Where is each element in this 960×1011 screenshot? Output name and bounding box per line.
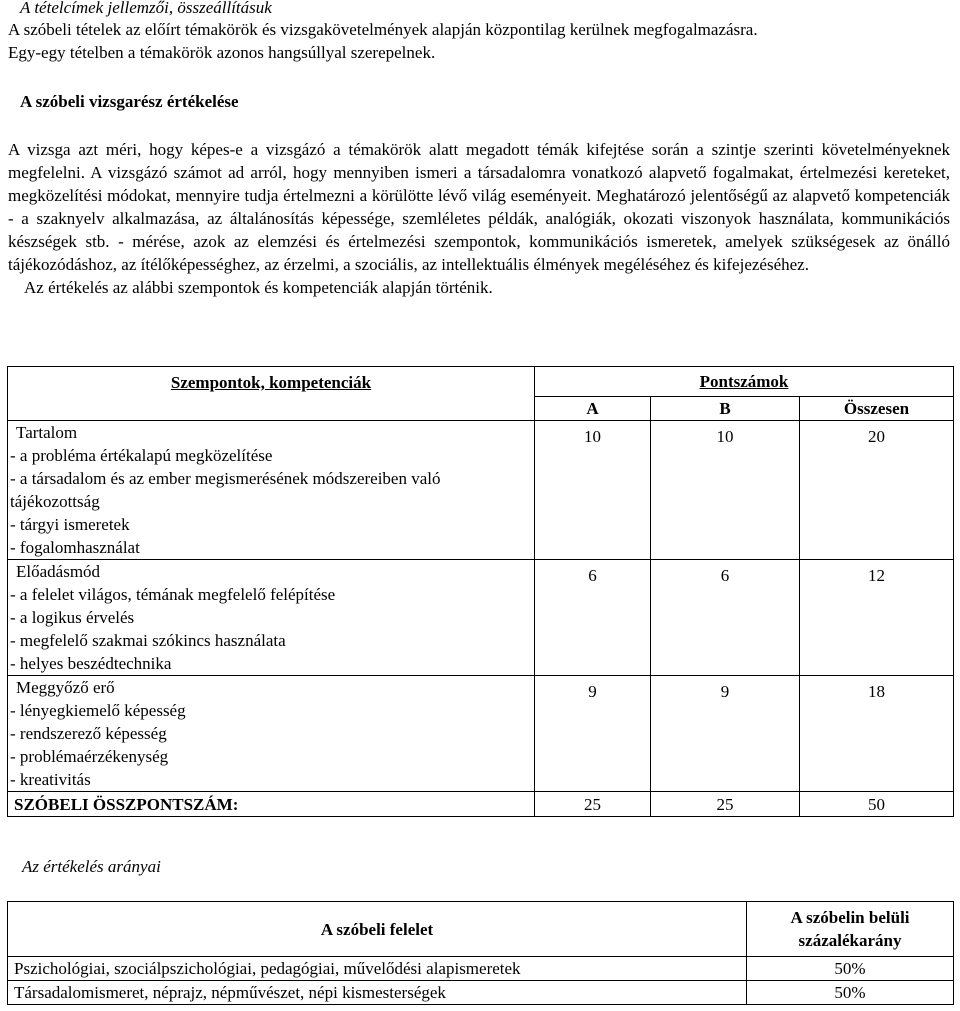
criteria-item: - megfelelő szakmai szókincs használata — [10, 631, 286, 650]
paragraph-body: A vizsga azt méri, hogy képes-e a vizsgázó a témakörök alatt megadott témák kifejtése során a szintje szerinti követelményeknek megfelelni. A vizsgázó számot ad arról, hogy mennyiben ismeri a társadalomra vonatkozó alapvető fogalmakat, értelmezési kereteket, megközelítési módokat, mennyire tudja értelmezni a körülötte lévő világ eseményeit. Meghatározó jelentőségű az alapvető kompetenciák - a szaknyelv alkalmazása, az általánosítás képessége, szemléletes példák, analógiák, okozati viszonyok használata, kommunikációs készségek stb. - mérése, azok az elemzési és értelmezési szempontok, kommunikációs ismeretek, amelyek szükségesek az önálló tájékozódáshoz, az ítélőképességhez, az érzelmi, a szociális, az intellektuális élmények megéléséhez és kifejezéséhez. — [8, 140, 950, 274]
header-b: B — [651, 397, 800, 421]
criteria-item: - a probléma értékalapú megközelítése — [10, 446, 273, 465]
score-b: 9 — [651, 676, 800, 792]
ratio-title: Az értékelés arányai — [22, 857, 161, 876]
score-total: 12 — [800, 560, 954, 676]
criteria-item: - lényegkiemelő képesség — [10, 701, 186, 720]
heading-title-compilation: A tételcímek jellemzői, összeállításuk — [20, 0, 272, 17]
header-a: A — [535, 397, 651, 421]
header-points: Pontszámok — [535, 367, 954, 397]
ratio-label: Társadalomismeret, néprajz, népművészet, népi kismesterségek — [8, 981, 747, 1005]
score-b: 6 — [651, 560, 800, 676]
criteria-cell — [8, 421, 535, 560]
sum-a: 25 — [535, 792, 651, 817]
intro-line: Egy-egy tételben a témakörök azonos hangsúllyal szerepelnek. — [8, 43, 436, 62]
score-a: 6 — [535, 560, 651, 676]
criteria-item: - problémaérzékenység — [10, 747, 169, 766]
ratio-row — [8, 957, 954, 981]
section-title: A szóbeli vizsgarész értékelése — [20, 92, 239, 111]
paragraph-last-line: Az értékelés az alábbi szempontok és kompetenciák alapján történik. — [24, 278, 493, 297]
criteria-item: - a felelet világos, témának megfelelő felépítése — [10, 585, 336, 604]
criteria-item: - helyes beszédtechnika — [10, 654, 172, 673]
ratio-percent: 50% — [747, 981, 954, 1005]
header-criteria: Szempontok, kompetenciák — [8, 367, 535, 421]
scoring-header-row — [8, 367, 954, 397]
criteria-title: Tartalom — [16, 423, 78, 442]
ratio-header-percent: A szóbelin belüli százalékarány — [747, 902, 954, 957]
criteria-item: - fogalomhasználat — [10, 538, 140, 557]
score-total: 18 — [800, 676, 954, 792]
ratio-row — [8, 981, 954, 1005]
criteria-item: - a logikus érvelés — [10, 608, 135, 627]
criteria-item: - tárgyi ismeretek — [10, 515, 130, 534]
criteria-title: Előadásmód — [16, 562, 101, 581]
scoring-row — [8, 421, 954, 560]
scoring-row — [8, 560, 954, 676]
criteria-cell — [8, 676, 535, 792]
ratio-percent: 50% — [747, 957, 954, 981]
scoring-row — [8, 676, 954, 792]
ratio-header-answer: A szóbeli felelet — [8, 902, 747, 957]
ratio-table — [7, 901, 954, 1005]
score-b: 10 — [651, 421, 800, 560]
scoring-table — [7, 366, 954, 817]
sum-total: 50 — [800, 792, 954, 817]
ratio-header-row — [8, 902, 954, 957]
criteria-item: - kreativitás — [10, 770, 91, 789]
criteria-item: - a társadalom és az ember megismerésének módszereiben való tájékozottság — [10, 469, 441, 511]
header-total: Összesen — [800, 397, 954, 421]
evaluation-paragraph — [8, 138, 950, 299]
sum-label: SZÓBELI ÖSSZPONTSZÁM: — [8, 792, 535, 817]
criteria-title: Meggyőző erő — [16, 678, 115, 697]
intro-text — [8, 18, 948, 64]
sum-b: 25 — [651, 792, 800, 817]
ratio-label: Pszichológiai, szociálpszichológiai, pedagógiai, művelődési alapismeretek — [8, 957, 747, 981]
scoring-total-row — [8, 792, 954, 817]
score-a: 9 — [535, 676, 651, 792]
score-a: 10 — [535, 421, 651, 560]
intro-line: A szóbeli tételek az előírt témakörök és vizsgakövetelmények alapján központilag kerülnek megfogalmazásra. — [8, 20, 758, 39]
score-total: 20 — [800, 421, 954, 560]
criteria-cell — [8, 560, 535, 676]
criteria-item: - rendszerező képesség — [10, 724, 167, 743]
